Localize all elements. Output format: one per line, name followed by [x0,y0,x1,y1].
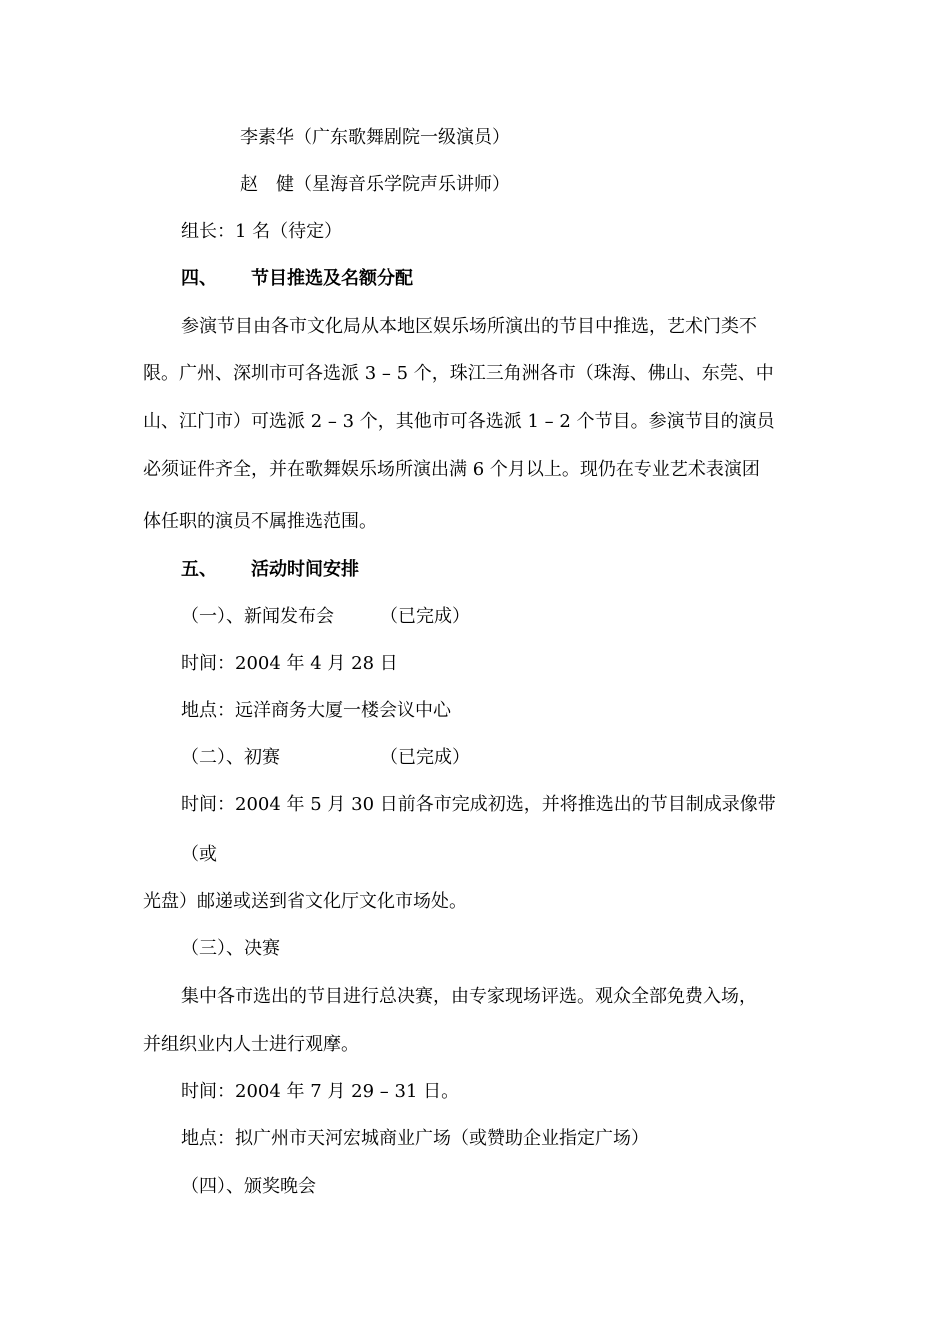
section-4-number: 四、 [181,268,217,289]
group-leader-line: 组长：1 名（待定） [181,221,343,242]
judge-name-1: 李素华 [240,127,294,148]
judge-name-2: 赵 健 [240,174,294,195]
item-2-heading [181,746,470,770]
item-2-continuation: （或 [181,844,217,865]
section-4-para-line: 体任职的演员不属推选范围。 [143,511,377,532]
section-4-title: 节目推选及名额分配 [251,268,413,289]
judge-entry-2 [240,173,510,197]
item-2-continuation: 光盘）邮递或送到省文化厅文化市场处。 [143,891,467,912]
item-3-para-line: 并组织业内人士进行观摩。 [143,1034,359,1055]
section-5-heading [181,558,359,582]
section-4-para-line: 山、江门市）可选派 2 – 3 个，其他市可各选派 1 – 2 个节目。参演节目的演员 [143,411,775,432]
item-1-label: （一）、新闻发布会 [181,606,334,627]
item-3-place: 地点：拟广州市天河宏城商业广场（或赞助企业指定广场） [181,1128,649,1149]
section-5-title: 活动时间安排 [251,559,359,580]
judge-note-2: （星海音乐学院声乐讲师） [294,174,510,195]
item-1-status: （已完成） [380,606,470,627]
item-2-time: 时间：2004 年 5 月 30 日前各市完成初选，并将推选出的节目制成录像带 [181,794,776,815]
section-5-number: 五、 [181,559,217,580]
item-3-heading: （三）、决赛 [181,938,280,959]
judge-entry-1 [240,126,510,150]
section-4-para-line: 限。广州、深圳市可各选派 3 – 5 个，珠江三角洲各市（珠海、佛山、东莞、中 [143,363,774,384]
item-4-heading: （四）、颁奖晚会 [181,1176,316,1197]
item-2-status: （已完成） [380,747,470,768]
item-3-para-line: 集中各市选出的节目进行总决赛，由专家现场评选。观众全部免费入场， [181,986,757,1007]
item-1-time: 时间：2004 年 4 月 28 日 [181,653,398,674]
item-3-time: 时间：2004 年 7 月 29 – 31 日。 [181,1081,460,1102]
item-1-heading [181,605,470,629]
section-4-para-line: 参演节目由各市文化局从本地区娱乐场所演出的节目中推选，艺术门类不 [181,316,757,337]
section-4-para-line: 必须证件齐全，并在歌舞娱乐场所演出满 6 个月以上。现仍在专业艺术表演团 [143,459,760,480]
item-2-label: （二）、初赛 [181,747,280,768]
item-1-place: 地点：远洋商务大厦一楼会议中心 [181,700,451,721]
section-4-heading [181,267,413,291]
judge-note-1: （广东歌舞剧院一级演员） [294,127,510,148]
